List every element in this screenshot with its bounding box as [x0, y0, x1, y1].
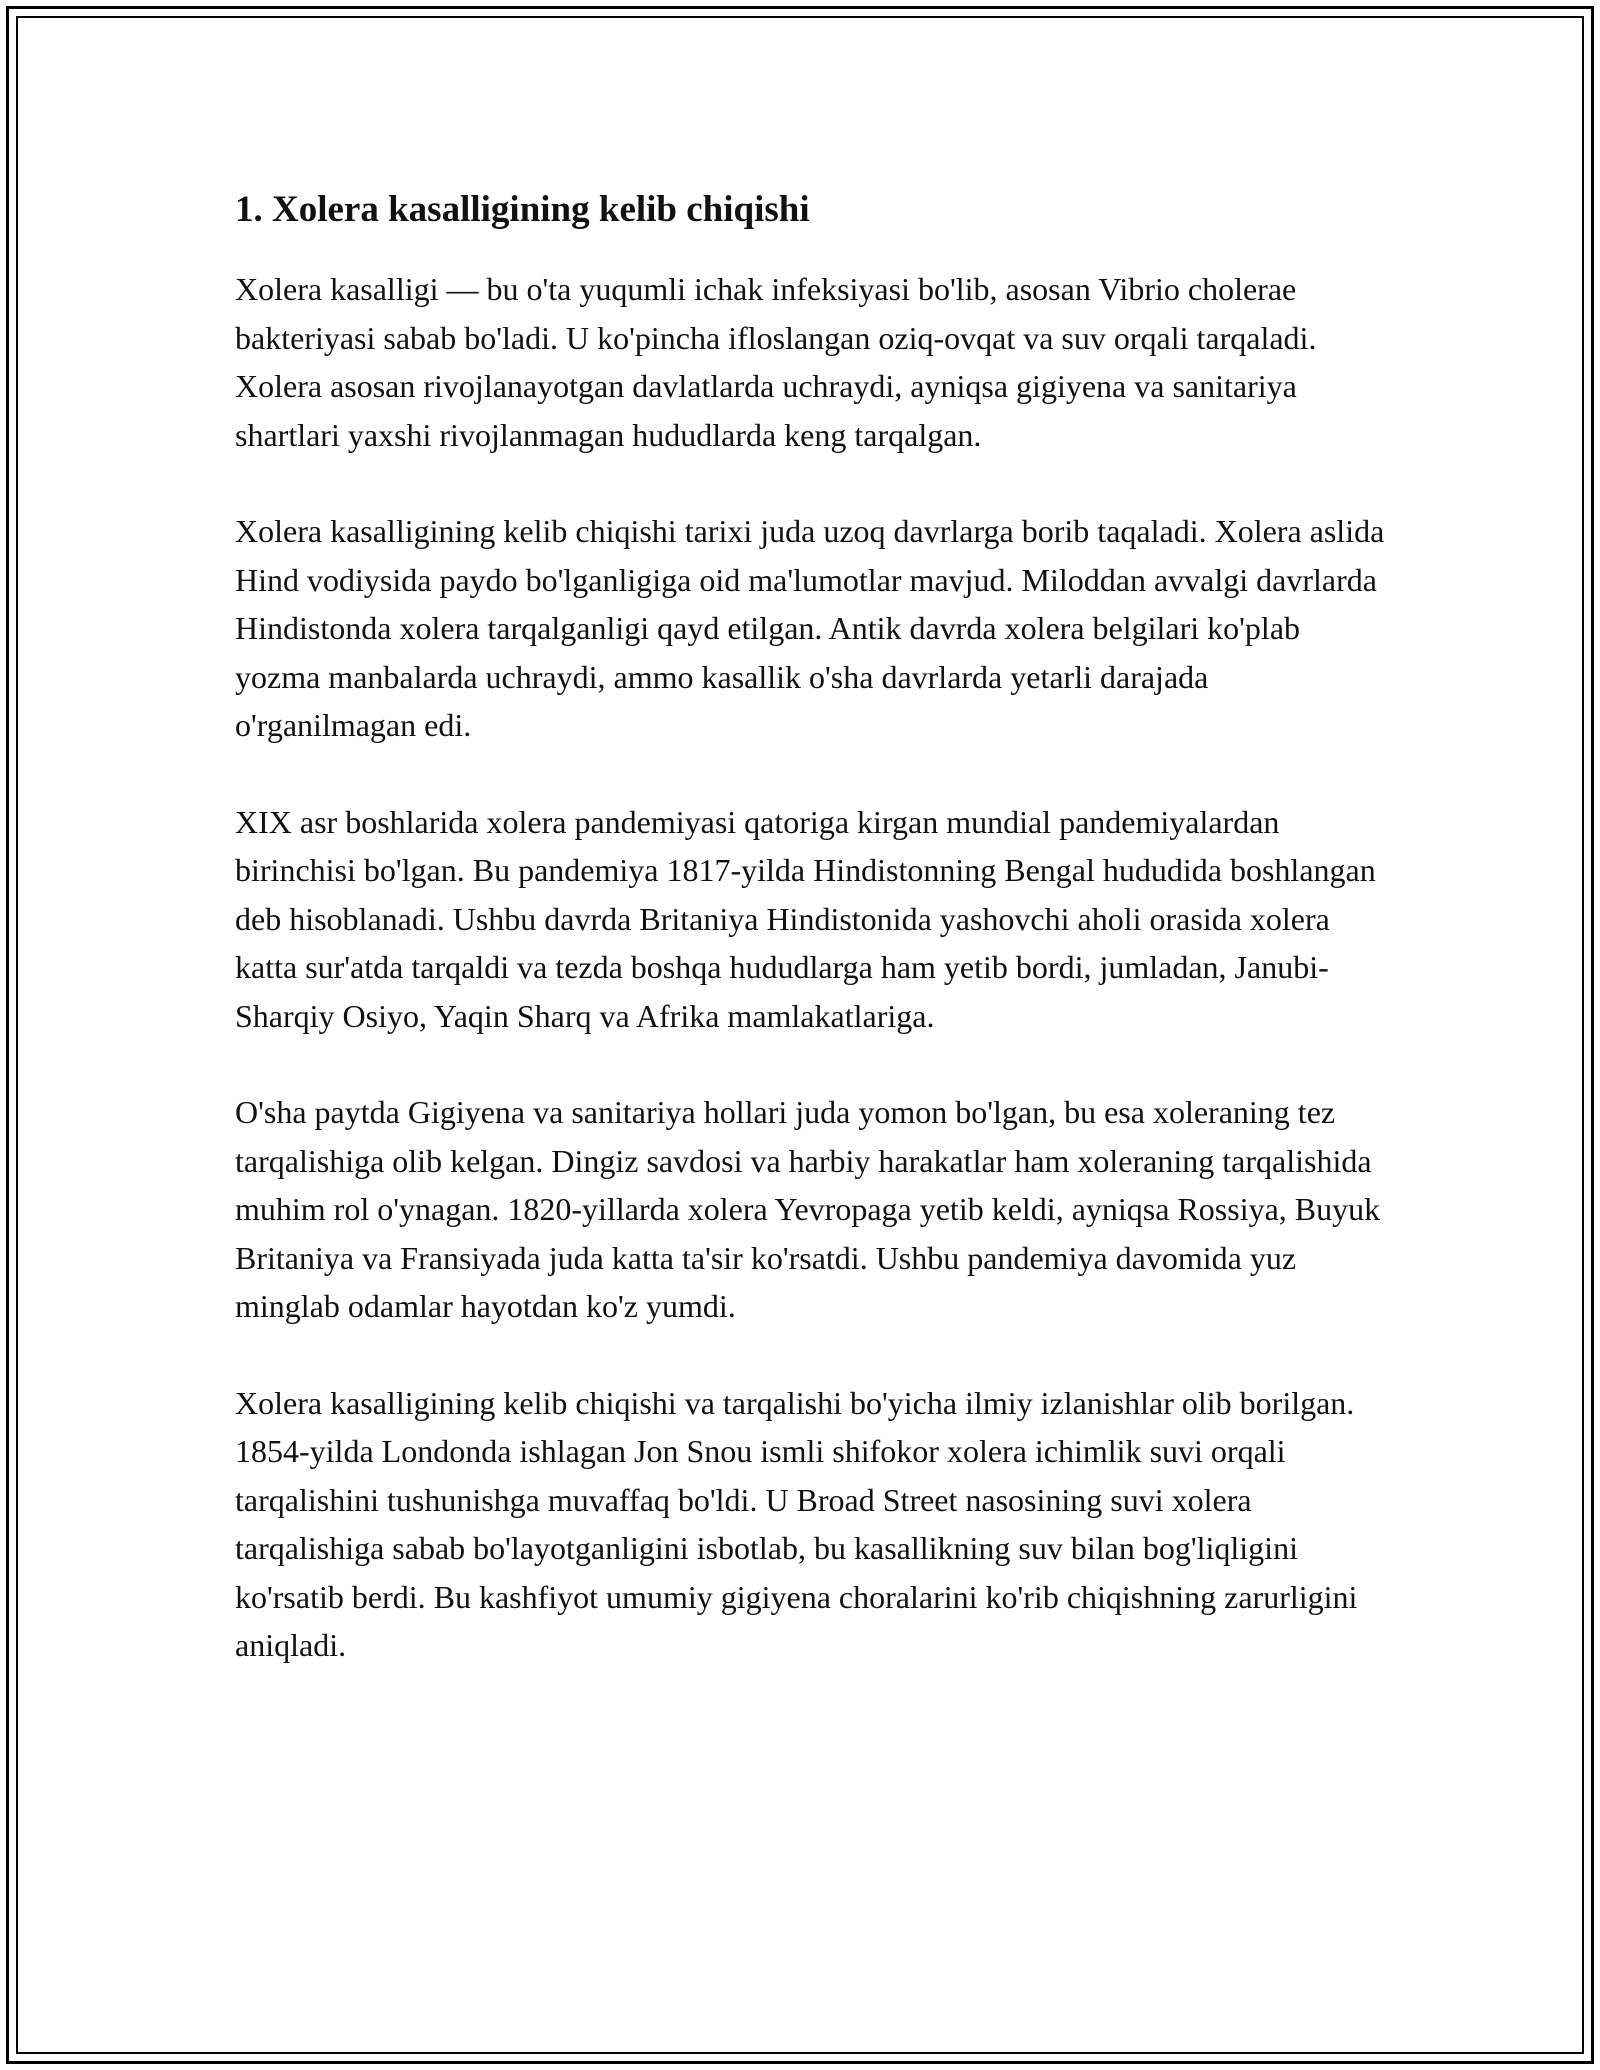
paragraph-scientific-research: Xolera kasalligining kelib chiqishi va tarqalishi bo'yicha ilmiy izlanishlar olib borilgan. 1854-yilda Londonda ishlagan Jon Snou ismli shifokor xolera ichimlik suvi orqali tarqalishini tushunishga muvaffaq bo'ldi. U Broad Street nasosining suvi xolera tarqalishiga sabab bo'layotganligini isbotlab, bu kasallikning suv bilan bog'liqligini ko'rsatib berdi. Bu kashfiyot umumiy gigiyena choralarini ko'rib chiqishning zarurligini aniqladi. [235, 1384, 1358, 1663]
paragraph-definition: Xolera kasalligi — bu o'ta yuqumli ichak infeksiyasi bo'lib, asosan Vibrio cholerae bakteriyasi sabab bo'ladi. U ko'pincha ifloslangan oziq-ovqat va suv orqali tarqaladi. Xolera asosan rivojlanayotgan davlatlarda uchraydi, ayniqsa gigiyena va sanitariya shartlari yaxshi rivojlanmagan hududlarda keng tarqalgan. [235, 271, 1317, 453]
paragraph-ancient-history: Xolera kasalligining kelib chiqishi tarixi juda uzoq davrlarga borib taqaladi. Xolera aslida Hind vodiysida paydo bo'lganligiga oid ma'lumotlar mavjud. Miloddan avvalgi davrlarda Hindistonda xolera tarqalganligi qayd etilgan. Antik davrda xolera belgilari ko'plab yozma manbalarda uchraydi, ammo kasallik o'sha davrlarda yetarli darajada o'rganilmagan edi. [235, 513, 1385, 743]
document-body [235, 186, 1385, 1718]
section-heading: 1. Xolera kasalligining kelib chiqishi [235, 189, 810, 230]
paragraph-first-pandemic: XIX asr boshlarida xolera pandemiyasi qatoriga kirgan mundial pandemiyalardan birinchisi bo'lgan. Bu pandemiya 1817-yilda Hindistonning Bengal hududida boshlangan deb hisoblanadi. Ushbu davrda Britaniya Hindistonida yashovchi aholi orasida xolera katta sur'atda tarqaldi va tezda boshqa hududlarga ham yetib bordi, jumladan, Janubi-Sharqiy Osiyo, Yaqin Sharq va Afrika mamlakatlariga. [235, 803, 1376, 1034]
paragraph-spread-to-europe: O'sha paytda Gigiyena va sanitariya hollari juda yomon bo'lgan, bu esa xoleraning tez tarqalishiga olib kelgan. Dingiz savdosi va harbiy harakatlar ham xoleraning tarqalishida muhim rol o'ynagan. 1820-yillarda xolera Yevropaga yetib keldi, ayniqsa Rossiya, Buyuk Britaniya va Fransiyada juda katta ta'sir ko'rsatdi. Ushbu pandemiya davomida yuz minglab odamlar hayotdan ko'z yumdi. [235, 1094, 1381, 1324]
